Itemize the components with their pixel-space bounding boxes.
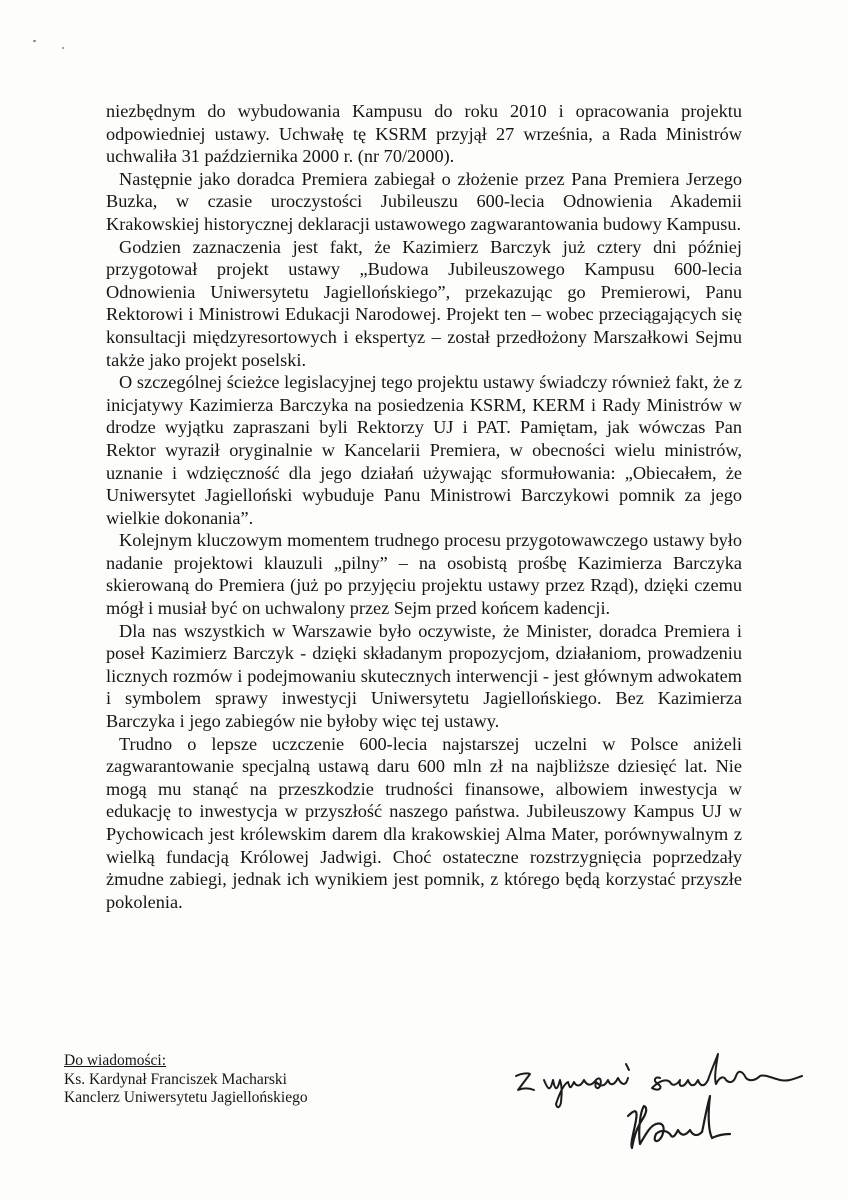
handwritten-stroke [626,1064,629,1070]
cc-block [64,1052,308,1108]
paragraph: niezbędnym do wybudowania Kampusu do roku 2010 i opracowania projektu odpowiedniej ustawy. Uchwałę tę KSRM przyjął 27 września, a Rada Ministrów uchwaliła 31 października 2000 r. (nr 70/2000). [106,101,742,167]
handwritten-stroke [516,1073,534,1090]
cc-recipient: Ks. Kardynał Franciszek Macharski [64,1070,287,1088]
handwritten-stroke [544,1078,628,1107]
letter-body [106,100,742,913]
paragraph: Godzien zaznaczenia jest fakt, że Kazimierz Barczyk już cztery dni później przygotował projekt ustawy „Budowa Jubileuszowego Kampusu 600-lecia Odnowienia Uniwersytetu Jagiellońskiego”, przekazując go Premierowi, Panu Rektorowi i Ministrowi Edukacji Narodowej. Projekt ten – wobec przeciągających się konsultacji międzyresortowych i ekspertyz – został przedłożony Marszałkowi Sejmu także jako projekt poselski. [106,236,742,370]
paragraph: Kolejnym kluczowym momentem trudnego procesu przygotowawczego ustawy było nadanie projektowi klauzuli „pilny” – na osobistą prośbę Kazimierza Barczyka skierowaną do Premiera (już po przyjęciu projektu ustawy przez Rząd), dzięki czemu mógł i musiał być on uchwalony przez Sejm przed końcem kadencji. [106,530,742,619]
cc-recipient-title: Kanclerz Uniwersytetu Jagiellońskiego [64,1089,308,1107]
scan-speck [62,47,64,49]
paragraph: O szczególnej ścieżce legislacyjnej tego projektu ustawy świadczy również fakt, że z inicjatywy Kazimierza Barczyka na posiedzenia KSRM, KERM i Rady Ministrów w drodze wyjątku zapraszani byli Rektorzy UJ i PAT. Pamiętam, jak wówczas Pan Rektor wyraził oryginalnie w Kancelarii Premiera, w obecności wielu ministrów, uznanie i wdzięczność dla jego działań używając sformułowania: „Obiecałem, że Uniwersytet Jagielloński wybuduje Panu Ministrowi Barczykowi pomnik za jego wielkie dokonania”. [106,372,742,528]
paragraph: Następnie jako doradca Premiera zabiegał o złożenie przez Pana Premiera Jerzego Buzka, w czasie uroczystości Jubileuszu 600-lecia Odnowienia Akademii Krakowskiej historycznej deklaracji ustawowego zagwarantowania budowy Kampusu. [106,168,742,234]
paragraph: Dla nas wszystkich w Warszawie było oczywiste, że Minister, doradca Premiera i poseł Kazimierz Barczyk - dzięki składanym propozycjom, działaniom, prowadzeniu licznych rozmów i podejmowaniu skutecznych interwencji - jest głównym adwokatem i symbolem sprawy inwestycji Uniwersytetu Jagiellońskiego. Bez Kazimierza Barczyka i jego zabiegów nie byłoby więc tej ustawy. [106,620,742,732]
paragraph: Trudno o lepsze uczczenie 600-lecia najstarszej uczelni w Polsce aniżeli zagwarantowanie specjalną ustawą daru 600 mln zł na najbliższe dziesięć lat. Nie mogą mu stanąć na przeszkodzie trudności finansowe, albowiem inwestycja w edukację to inwestycja w przyszłość naszego państwa. Jubileuszowy Kampus UJ w Pychowicach jest królewskim darem dla krakowskiej Alma Mater, porównywalnym z wielką fundacją Królowej Jadwigi. Choć ostateczne rozstrzygnięcia poprzedzały żmudne zabiegi, jednak ich wynikiem jest pomnik, z którego będą korzystać przyszłe pokolenia. [106,733,742,912]
scan-speck [33,40,36,42]
handwritten-closing [510,1040,820,1160]
cc-heading: Do wiadomości: [64,1052,167,1069]
handwritten-stroke [628,1096,730,1148]
handwritten-stroke [652,1054,802,1090]
